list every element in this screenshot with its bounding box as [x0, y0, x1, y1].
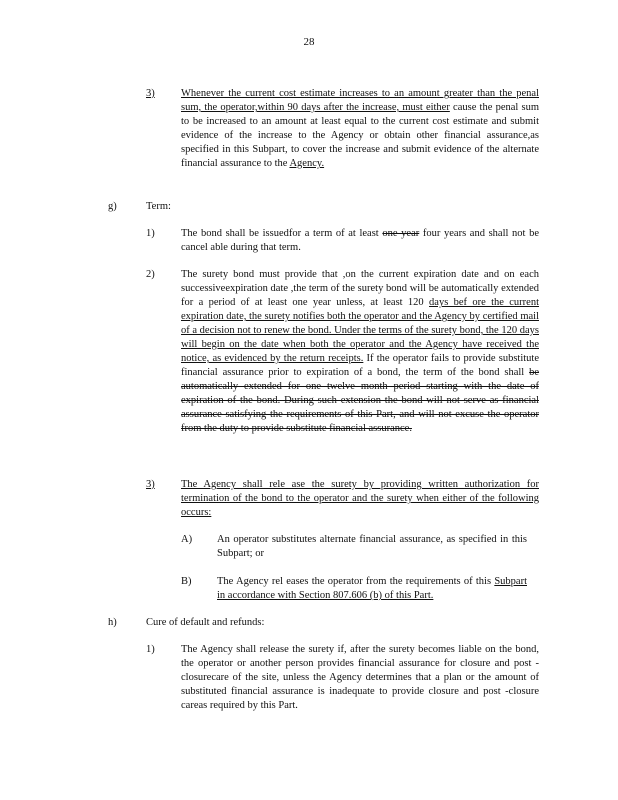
g3B-label: B) — [181, 576, 192, 587]
g1-label: 1) — [146, 228, 155, 239]
g2-text-b: If the operator fails to provide substitute financial assurance prior to expiration of a bond, the term of the bond shall — [181, 353, 540, 378]
h1-label: 1) — [146, 644, 155, 655]
g1-text-b: four years and shall not be cancel able during that term. — [181, 228, 540, 253]
para-3a-rest: cause the penal sum to be increased to an amount at least equal to the current cost estimate and submit evidence of the increase to the Agency or obtain other financial assurance,as specified in this Subpart, to cover the increase and submit evidence of the alternate financial assurance to the — [181, 102, 540, 169]
g3-text: The Agency shall rele ase the surety by providing written authorization for termination of the bond to the operator and the surety when either of the following occurs: — [181, 479, 539, 518]
g2-text-a: The surety bond must provide that ,on the current expiration date and on each successiveexpiration date ,the term of the surety bond will be automatically extended for a period of at least one year unless, at least 120 — [181, 269, 539, 308]
para-3a-label: 3) — [146, 88, 155, 99]
section-g-label: g) — [108, 201, 117, 212]
page-number: 28 — [303, 36, 315, 48]
section-g-heading: Term: — [146, 201, 171, 212]
h1-text: The Agency shall release the surety if, after the surety becomes liable on the bond, the operator or another person provides financial assurance for closure and post -closurecare of the site, unless the Agency determines that a plan or the amount of substituted financial assurance is inadequate to provide closure and post -closure careas required by this Part. — [181, 644, 539, 711]
g3B-text — [217, 575, 527, 603]
g1-text-a: The bond shall be issuedfor a term of at least — [181, 228, 379, 239]
g3B-inserted: Subpart in accordance with Section 807.606 (b) of this Part. — [217, 576, 527, 601]
section-h-label: h) — [108, 617, 117, 628]
g3A-label: A) — [181, 534, 193, 545]
para-3a-inserted: Whenever the current cost estimate increases to an amount greater than the penal sum, the operator,within 90 days after the increase, must either — [181, 88, 539, 113]
g3-label: 3) — [146, 479, 155, 490]
para-3a-text — [181, 87, 539, 171]
g1-text — [181, 227, 539, 255]
g1-deleted: one year — [382, 228, 420, 239]
g2-label: 2) — [146, 269, 155, 280]
g2-inserted: days bef ore the current expiration date, the surety notifies both the operator and the Agency by certified mail of a decision not to renew the bond. Under the terms of the surety bond, the 120 days will begin on the date when both the operator and the Agency have received the notice, as evidenced by the return receipts. — [181, 297, 540, 364]
g2-deleted: be automatically extended for one twelve month period starting with the date of expiration of the bond. During such extension the bond will not serve as financial assurance satisfying the requirements of this Part, and will not excuse the operator from the duty to provide substitute financial assurance. — [181, 367, 540, 434]
g3B-text-a: The Agency rel eases the operator from the requirements of this — [217, 576, 492, 587]
g3A-text: An operator substitutes alternate financial assurance, as specified in this Subpart; or — [217, 534, 527, 559]
para-3a-end: Agency. — [289, 158, 325, 169]
g2-text — [181, 268, 539, 436]
section-h-heading: Cure of default and refunds: — [146, 617, 265, 628]
